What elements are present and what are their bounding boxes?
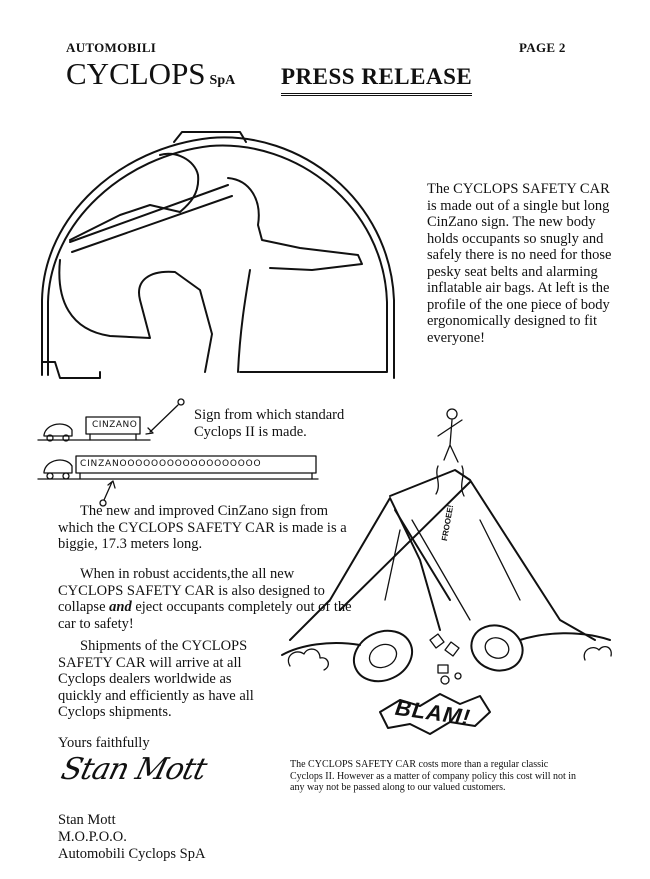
intro-paragraph: The CYCLOPS SAFETY CAR is made out of a single but long CinZano sign. The new body holds occupants so snugly and safely there is no need for those pesky seat belts and alarming inflatable air bags. At left is the profile of the one piece of body ergonomically designed to fit everyone! [427,181,612,346]
small-sign-text: CINZANO [92,420,138,430]
brand-top-label: AUTOMOBILI [66,40,157,55]
collapse-text-after: eject occupants completely out of the car to safety! [58,599,352,632]
press-release-title: PRESS RELEASE [281,64,472,96]
company-word: CYCLOPS [66,56,206,91]
handwritten-signature: Stan Mott [57,752,210,787]
collapse-text-emphasis: and [109,599,132,615]
sign-off-title: M.O.P.O.O. [58,829,127,845]
closing-salutation: Yours faithfully [58,735,150,751]
page-number: PAGE 2 [519,40,566,55]
collapse-text-before: When in robust accidents,the all new CYCLOPS SAFETY CAR is also designed to collapse [58,566,325,615]
blam-sound-effect: BLAM! [393,694,473,731]
paragraph-shipments: Shipments of the CYCLOPS SAFETY CAR will arrive at all Cyclops dealers worldwide as quickly and efficiently as have all Cyclops shipments. [58,638,254,720]
paragraph-sign-length: The new and improved CinZano sign from which the CYCLOPS SAFETY CAR is made is a biggie, 17.3 meters long. [58,503,347,552]
froooee-shout: FROOEE! [440,504,456,542]
cost-footnote: The CYCLOPS SAFETY CAR costs more than a regular classic Cyclops II. However as a matter of company policy this cost will not in any way not be passed along to our valued customers. [290,759,577,793]
sign-off-name: Stan Mott [58,812,116,828]
small-sign-caption: Sign from which standard Cyclops II is made. [194,407,345,440]
sign-off-company: Automobili Cyclops SpA [58,846,206,862]
long-sign-text: CINZANOOOOOOOOOOOOOOOOOO [80,459,262,469]
company-suffix: SpA [209,73,236,88]
